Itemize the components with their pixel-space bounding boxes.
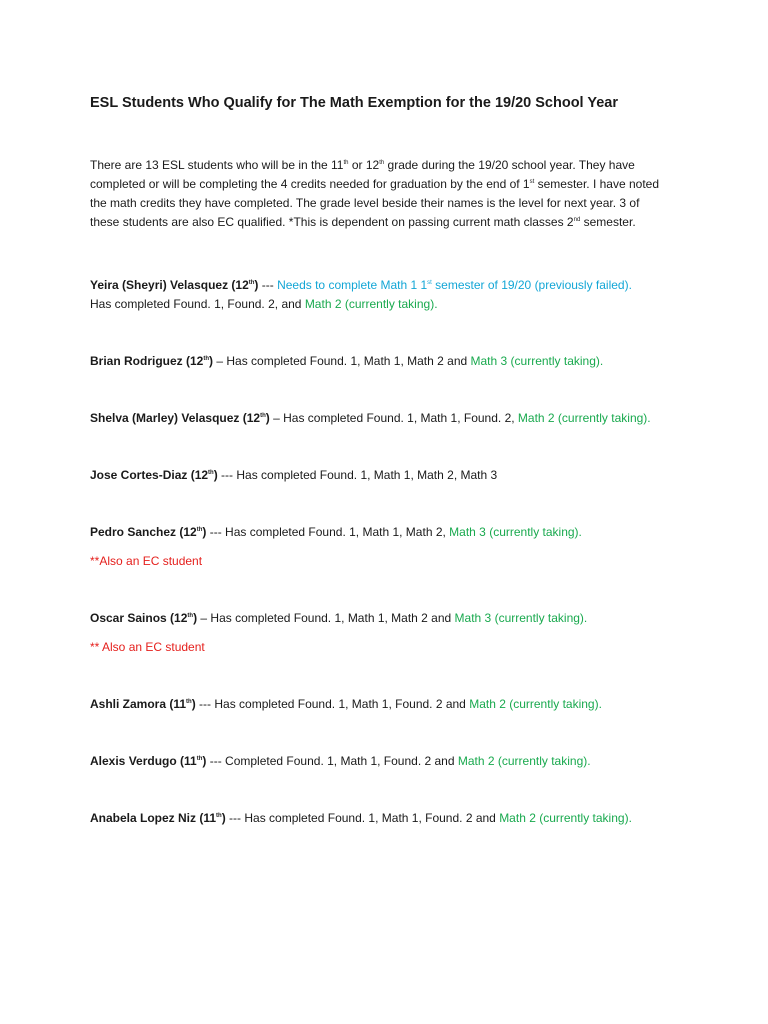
student-name: Shelva (Marley) Velasquez (12th) xyxy=(90,411,270,426)
ec-student-note: ** Also an EC student xyxy=(90,640,205,655)
superscript: th xyxy=(343,160,349,167)
student-name: Jose Cortes-Diaz (12th) xyxy=(90,468,218,483)
completed-courses: --- Has completed Found. 1, Math 1, Found. 2 and xyxy=(195,697,470,712)
completed-courses: – Has completed Found. 1, Math 1, Found. 2, xyxy=(269,411,518,426)
completed-courses: --- Has completed Found. 1, Math 1, Found. 2 and xyxy=(225,811,500,826)
student-entry xyxy=(90,409,710,428)
superscript: th xyxy=(379,160,385,167)
student-name: Yeira (Sheyri) Velasquez (12th) xyxy=(90,278,259,293)
student-name: Pedro Sanchez (12th) xyxy=(90,525,207,540)
student-name: Alexis Verdugo (11th) xyxy=(90,754,207,769)
student-entry xyxy=(90,466,710,485)
current-course: Math 2 (currently taking). xyxy=(457,754,591,769)
intro-text: semester. xyxy=(580,215,636,230)
superscript: nd xyxy=(573,217,581,224)
separator: --- xyxy=(258,278,278,293)
current-course: Math 2 (currently taking). xyxy=(517,411,651,426)
student-name: Ashli Zamora (11th) xyxy=(90,697,196,712)
intro-paragraph xyxy=(90,156,670,232)
student-entry xyxy=(90,276,710,314)
completed-courses: --- Has completed Found. 1, Math 1, Math 2, Math 3 xyxy=(217,468,498,483)
completed-courses: --- Completed Found. 1, Math 1, Found. 2 and xyxy=(206,754,458,769)
student-entry xyxy=(90,695,710,714)
student-entry xyxy=(90,609,710,657)
completed-courses: Has completed Found. 1, Found. 2, and xyxy=(90,297,305,312)
completed-courses: – Has completed Found. 1, Math 1, Math 2 and xyxy=(213,354,471,369)
student-name: Oscar Sainos (12th) xyxy=(90,611,198,626)
current-course: Math 3 (currently taking). xyxy=(454,611,588,626)
current-course: Math 2 (currently taking). xyxy=(304,297,438,312)
ec-student-note: **Also an EC student xyxy=(90,554,203,569)
student-entry xyxy=(90,752,710,771)
student-entry xyxy=(90,809,710,828)
requirement-note: Needs to complete Math 1 1st semester of 19/20 (previously failed). xyxy=(277,278,632,293)
completed-courses: --- Has completed Found. 1, Math 1, Math 2, xyxy=(206,525,450,540)
current-course: Math 3 (currently taking). xyxy=(449,525,582,540)
student-entry xyxy=(90,352,710,371)
student-name: Brian Rodriguez (12th) xyxy=(90,354,214,369)
current-course: Math 2 (currently taking). xyxy=(499,811,632,826)
intro-text: There are 13 ESL students who will be in the 11 xyxy=(90,158,344,173)
superscript: st xyxy=(529,179,535,186)
intro-text: or 12 xyxy=(348,158,380,173)
document-title: ESL Students Who Qualify for The Math Exemption for the 19/20 School Year xyxy=(90,95,618,111)
completed-courses: – Has completed Found. 1, Math 1, Math 2 and xyxy=(197,611,455,626)
current-course: Math 2 (currently taking). xyxy=(469,697,602,712)
intro-text: semester. I have noted the math credits they have completed. The grade level beside their names is the level for next year. 3 of these students are also EC qualified. *This is dependent on passing current math classes 2 xyxy=(90,177,660,230)
student-name: Anabela Lopez Niz (11th) xyxy=(90,811,226,826)
intro-text: grade during the 19/20 school year. They have completed or will be completing the 4 credits needed for graduation by the end of 1 xyxy=(90,158,635,192)
document-page xyxy=(90,92,710,828)
current-course: Math 3 (currently taking). xyxy=(470,354,604,369)
student-entry xyxy=(90,523,710,571)
